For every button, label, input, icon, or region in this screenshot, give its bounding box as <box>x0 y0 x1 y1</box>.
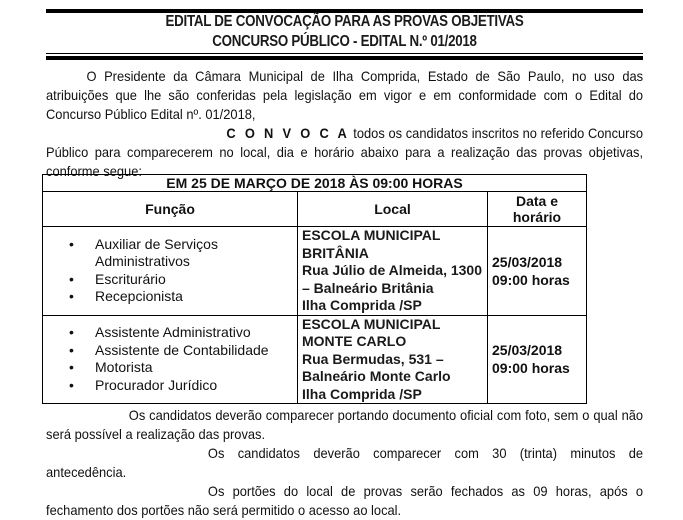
note-document: Os candidatos deverão comparecer portando documento oficial com foto, sem o qual não será possível a realização das provas. <box>46 407 644 442</box>
school-city: Ilha Comprida /SP <box>302 385 422 402</box>
header-thin-rule <box>46 53 643 54</box>
list-item: • Auxiliar de Serviços Administrativos <box>95 236 293 271</box>
funcao-list <box>47 236 293 306</box>
school-address: Rua Bermudas, 531 – Balneário Monte Carlo <box>302 350 451 384</box>
local-cell <box>298 315 488 404</box>
convoca-word: C O N V O C A <box>226 125 350 141</box>
school-name: ESCOLA MUNICIPAL MONTE CARLO <box>302 315 441 349</box>
column-header-local: Local <box>298 192 488 227</box>
list-item: • Assistente Administrativo <box>95 324 293 342</box>
table-row <box>43 315 587 404</box>
column-header-data: Data e horário <box>488 192 587 227</box>
page-subtitle: CONCURSO PÚBLICO - EDITAL N.º 01/2018 <box>212 33 477 50</box>
page-title: EDITAL DE CONVOCAÇÃO PARA AS PROVAS OBJETIVAS <box>165 13 524 30</box>
list-item: • Escriturário <box>95 271 293 289</box>
funcao-cell <box>43 227 298 316</box>
intro-paragraph-2: todos os candidatos inscritos no referido Concurso Público para comparecerem no local, dia e horário abaixo para a realização das provas objetivas, conforme segue: <box>46 125 644 179</box>
column-header-funcao: Função <box>43 192 298 227</box>
list-item: • Assistente de Contabilidade <box>95 342 293 360</box>
list-item: • Motorista <box>95 359 293 377</box>
list-item: • Procurador Jurídico <box>95 377 293 395</box>
school-name: ESCOLA MUNICIPAL BRITÂNIA <box>302 227 441 261</box>
exam-time: 09:00 horas <box>492 360 570 377</box>
header-bottom-rule <box>46 56 643 60</box>
exam-date: 25/03/2018 <box>492 342 563 359</box>
local-cell <box>298 227 488 316</box>
table-row <box>43 227 587 316</box>
exam-time: 09:00 horas <box>492 271 570 288</box>
datetime-cell <box>488 227 587 316</box>
table-title: EM 25 DE MARÇO DE 2018 ÀS 09:00 HORAS <box>43 175 587 192</box>
funcao-list <box>47 324 293 394</box>
schedule-table <box>42 174 587 404</box>
notes-text <box>46 406 643 520</box>
intro-paragraph-1: O Presidente da Câmara Municipal de Ilha Comprida, Estado de São Paulo, no uso das atribuições que lhe são conferidas pela legislação em vigor e em conformidade com o Edital do Concurso Público Edital nº. 01/2018, <box>46 68 644 122</box>
school-city: Ilha Comprida /SP <box>302 297 422 313</box>
datetime-cell <box>488 315 587 404</box>
school-address: Rua Júlio de Almeida, 1300 – Balneário Britânia <box>302 262 482 296</box>
note-arrival: Os candidatos deverão comparecer com 30 (trinta) minutos de antecedência. <box>46 445 644 480</box>
exam-date: 25/03/2018 <box>492 253 563 270</box>
list-item: • Recepcionista <box>95 288 293 306</box>
funcao-cell <box>43 315 298 404</box>
intro-text <box>46 67 643 181</box>
note-gates: Os portões do local de provas serão fechados as 09 horas, após o fechamento dos portões não será permitido o acesso ao local. <box>46 483 644 518</box>
